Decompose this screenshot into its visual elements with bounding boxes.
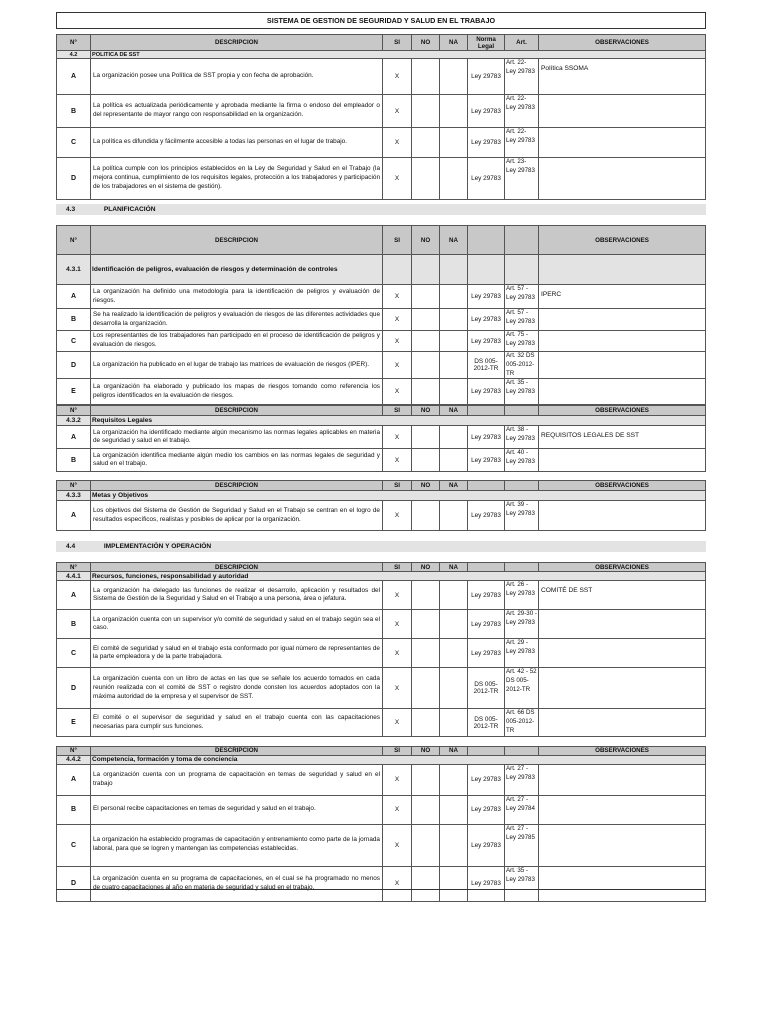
table-row bbox=[57, 95, 706, 128]
row-article: Art. 57 - Ley 29783 bbox=[505, 285, 539, 309]
row-si: X bbox=[383, 331, 412, 352]
row-norma-legal: Ley 29783 bbox=[468, 501, 505, 531]
row-si: X bbox=[383, 95, 412, 128]
section-title: PLANIFICACIÓN bbox=[103, 206, 156, 213]
header-na: NA bbox=[440, 746, 468, 755]
table-row bbox=[57, 285, 706, 309]
row-description: La organización cuenta con un programa de capacitación en temas de seguridad y salud en el trabajo bbox=[91, 764, 383, 795]
row-description: La política cumple con los principios establecidos en la Ley de Seguridad y Salud en el Trabajo (la mejora continua, cumplimiento de los requisitos legales, protección a los trabajadores y participación de los trabajadores en el sistema de gestión). bbox=[91, 158, 383, 200]
table-row bbox=[57, 331, 706, 352]
header-observaciones: OBSERVACIONES bbox=[539, 563, 706, 572]
header-n: N° bbox=[57, 746, 91, 755]
header-na: NA bbox=[440, 406, 468, 416]
row-article: Art. 32 DS 005-2012-TR bbox=[505, 352, 539, 379]
header-si: SI bbox=[383, 226, 412, 255]
row-na bbox=[440, 581, 468, 610]
subsection-number: 4.4.1 bbox=[57, 572, 91, 581]
row-code: A bbox=[57, 764, 91, 795]
row-na bbox=[440, 128, 468, 158]
row-na bbox=[440, 379, 468, 405]
row-na bbox=[440, 158, 468, 200]
row-article: Art. 42 - 52 DS 005-2012-TR bbox=[505, 668, 539, 709]
header-na: NA bbox=[440, 563, 468, 572]
header-n: N° bbox=[57, 35, 91, 51]
row-description: La organización cuenta en su programa de capacitaciones, en el cual se ha programado no menos de cuatro capacitaciones al año en materia de seguridad y salud en el trabajo. bbox=[91, 866, 383, 901]
header-n: N° bbox=[57, 406, 91, 416]
row-article: Art. 23- Ley 29783 bbox=[505, 158, 539, 200]
row-na bbox=[440, 709, 468, 736]
row-observations bbox=[539, 95, 706, 128]
row-observations: REQUISITOS LEGALES DE SST bbox=[539, 426, 706, 449]
row-code: B bbox=[57, 95, 91, 128]
row-na bbox=[440, 426, 468, 449]
header-observaciones: OBSERVACIONES bbox=[539, 35, 706, 51]
row-norma-legal: Ley 29783 bbox=[468, 639, 505, 668]
subsection-number: 4.3.2 bbox=[57, 416, 91, 426]
section-number: 4.3 bbox=[66, 206, 76, 213]
row-no bbox=[412, 501, 440, 531]
header-n: N° bbox=[57, 563, 91, 572]
subsection-number: 4.3.3 bbox=[57, 491, 91, 501]
row-observations bbox=[539, 610, 706, 639]
row-si: X bbox=[383, 128, 412, 158]
row-article: Art. 22- Ley 29783 bbox=[505, 95, 539, 128]
row-si: X bbox=[383, 795, 412, 824]
row-no bbox=[412, 709, 440, 736]
table-row bbox=[57, 158, 706, 200]
header-no: NO bbox=[412, 746, 440, 755]
header-na: NA bbox=[440, 35, 468, 51]
row-code: B bbox=[57, 795, 91, 824]
subsection-title: Identificación de peligros, evaluación de riesgos y determinación de controles bbox=[91, 255, 383, 285]
header-observaciones: OBSERVACIONES bbox=[539, 481, 706, 491]
row-observations bbox=[539, 352, 706, 379]
header-si: SI bbox=[383, 481, 412, 491]
row-norma-legal: Ley 29783 bbox=[468, 309, 505, 331]
row-no bbox=[412, 379, 440, 405]
header-si: SI bbox=[383, 406, 412, 416]
header-descripcion: DESCRIPCION bbox=[91, 226, 383, 255]
row-code: D bbox=[57, 158, 91, 200]
row-norma-legal: Ley 29783 bbox=[468, 128, 505, 158]
table-row bbox=[57, 581, 706, 610]
row-na bbox=[440, 285, 468, 309]
row-description: La organización cuenta con un libro de actas en las que se señale los acuerdo tomados en cada reunión realizada con el comité de SST o registro donde consten los acuerdos adoptados con la máxima autoridad de la empresa y el supervisor de SST. bbox=[91, 668, 383, 709]
row-na bbox=[440, 639, 468, 668]
row-na bbox=[440, 309, 468, 331]
table-requisitos-legales bbox=[56, 405, 706, 472]
subsection-title: Recursos, funciones, responsabilidad y autoridad bbox=[91, 572, 706, 581]
subsection-number: 4.2 bbox=[57, 51, 91, 59]
row-observations: Política SSOMA bbox=[539, 59, 706, 95]
table-row bbox=[57, 501, 706, 531]
row-no bbox=[412, 59, 440, 95]
row-code: B bbox=[57, 610, 91, 639]
header-no: NO bbox=[412, 35, 440, 51]
row-description: Los objetivos del Sistema de Gestión de Seguridad y Salud en el Trabajo se centran en el logro de resultados específicos, realistas y posibles de aplicar por la organización. bbox=[91, 501, 383, 531]
row-description: La organización ha delegado las funciones de realizar el desarrollo, aplicación y resultados del Sistema de Gestión de la Seguridad y Salud en el Trabajo a una persona, área o jefatura. bbox=[91, 581, 383, 610]
row-no bbox=[412, 128, 440, 158]
row-observations bbox=[539, 379, 706, 405]
table-row bbox=[57, 764, 706, 795]
table-row bbox=[57, 824, 706, 866]
row-code: E bbox=[57, 709, 91, 736]
row-si: X bbox=[383, 449, 412, 472]
row-observations bbox=[539, 709, 706, 736]
row-no bbox=[412, 639, 440, 668]
table-row bbox=[57, 59, 706, 95]
row-observations bbox=[539, 764, 706, 795]
page-title: SISTEMA DE GESTION DE SEGURIDAD Y SALUD EN EL TRABAJO bbox=[56, 12, 706, 29]
row-na bbox=[440, 824, 468, 866]
row-norma-legal: DS 005-2012-TR bbox=[468, 709, 505, 736]
row-article: Art. 39 - Ley 29783 bbox=[505, 501, 539, 531]
row-norma-legal: Ley 29783 bbox=[468, 95, 505, 128]
row-code: C bbox=[57, 331, 91, 352]
row-no bbox=[412, 795, 440, 824]
header-na: NA bbox=[440, 226, 468, 255]
table-row bbox=[57, 309, 706, 331]
row-article: Art. 38 - Ley 29783 bbox=[505, 426, 539, 449]
row-norma-legal: Ley 29783 bbox=[468, 581, 505, 610]
section-planificacion bbox=[56, 204, 706, 215]
row-norma-legal: Ley 29783 bbox=[468, 285, 505, 309]
row-description: La organización ha establecido programas de capacitación y entrenamiento como parte de la jornada laboral, para que se logren y mantengan las competencias establecidas. bbox=[91, 824, 383, 866]
row-code: A bbox=[57, 426, 91, 449]
header-no: NO bbox=[412, 481, 440, 491]
row-observations bbox=[539, 795, 706, 824]
row-article: Art. 26 - Ley 29783 bbox=[505, 581, 539, 610]
subsection-title: Requisitos Legales bbox=[91, 416, 706, 426]
row-norma-legal: DS 005-2012-TR bbox=[468, 352, 505, 379]
table-row bbox=[57, 795, 706, 824]
row-na bbox=[440, 866, 468, 901]
row-article: Art. 27 - Ley 29784 bbox=[505, 795, 539, 824]
row-code: D bbox=[57, 866, 91, 901]
row-no bbox=[412, 764, 440, 795]
row-na bbox=[440, 331, 468, 352]
table-row bbox=[57, 449, 706, 472]
header-norma-legal-empty bbox=[468, 226, 505, 255]
row-article: Art. 35 - Ley 29783 bbox=[505, 866, 539, 901]
audit-page bbox=[56, 12, 706, 902]
row-code: C bbox=[57, 639, 91, 668]
row-description: El comité o el supervisor de seguridad y salud en el trabajo cuenta con las capacitaciones necesarias para cumplir sus funciones. bbox=[91, 709, 383, 736]
row-description: La organización ha definido una metodología para la identificación de peligros y evaluación de riesgos. bbox=[91, 285, 383, 309]
row-code: E bbox=[57, 379, 91, 405]
header-si: SI bbox=[383, 35, 412, 51]
row-description: La organización ha publicado en el lugar de trabajo las matrices de evaluación de riesgos (IPER). bbox=[91, 352, 383, 379]
row-observations: IPERC bbox=[539, 285, 706, 309]
table-competencia-formacion bbox=[56, 746, 706, 902]
header-observaciones: OBSERVACIONES bbox=[539, 406, 706, 416]
row-no bbox=[412, 668, 440, 709]
row-code: A bbox=[57, 581, 91, 610]
table-row bbox=[57, 668, 706, 709]
row-observations bbox=[539, 501, 706, 531]
row-no bbox=[412, 95, 440, 128]
header-norma-legal: Norma Legal bbox=[468, 35, 505, 51]
row-description: Los representantes de los trabajadores han participado en el proceso de identificación de peligros y evaluación de riesgos. bbox=[91, 331, 383, 352]
row-si: X bbox=[383, 59, 412, 95]
row-si: X bbox=[383, 158, 412, 200]
row-article: Art. 66 DS 005-2012-TR bbox=[505, 709, 539, 736]
header-no: NO bbox=[412, 406, 440, 416]
row-na bbox=[440, 501, 468, 531]
row-si: X bbox=[383, 501, 412, 531]
row-observations bbox=[539, 128, 706, 158]
row-no bbox=[412, 158, 440, 200]
row-code: C bbox=[57, 824, 91, 866]
row-article: Art. 27 - Ley 29783 bbox=[505, 764, 539, 795]
row-na bbox=[440, 668, 468, 709]
table-row bbox=[57, 379, 706, 405]
header-n: N° bbox=[57, 226, 91, 255]
row-code: B bbox=[57, 449, 91, 472]
table-row bbox=[57, 352, 706, 379]
row-no bbox=[412, 352, 440, 379]
row-na bbox=[440, 764, 468, 795]
row-si: X bbox=[383, 764, 412, 795]
subsection-title: POLITICA DE SST bbox=[91, 51, 706, 59]
row-code: D bbox=[57, 668, 91, 709]
row-si: X bbox=[383, 285, 412, 309]
header-si: SI bbox=[383, 563, 412, 572]
subsection-title: Competencia, formación y toma de conciencia bbox=[91, 755, 706, 764]
row-observations bbox=[539, 449, 706, 472]
table-identificacion-peligros bbox=[56, 225, 706, 405]
row-na bbox=[440, 59, 468, 95]
header-no: NO bbox=[412, 563, 440, 572]
table-recursos-funciones bbox=[56, 562, 706, 736]
header-n: N° bbox=[57, 481, 91, 491]
row-norma-legal: Ley 29783 bbox=[468, 610, 505, 639]
header-observaciones: OBSERVACIONES bbox=[539, 746, 706, 755]
header-art: Art. bbox=[505, 35, 539, 51]
table-politica-sst bbox=[56, 34, 706, 200]
row-si: X bbox=[383, 610, 412, 639]
row-article: Art. 75 - Ley 29783 bbox=[505, 331, 539, 352]
row-norma-legal: DS 005-2012-TR bbox=[468, 668, 505, 709]
row-observations bbox=[539, 309, 706, 331]
row-code: C bbox=[57, 128, 91, 158]
table-row bbox=[57, 639, 706, 668]
table-row bbox=[57, 610, 706, 639]
row-norma-legal: Ley 29783 bbox=[468, 824, 505, 866]
row-code: A bbox=[57, 501, 91, 531]
header-observaciones: OBSERVACIONES bbox=[539, 226, 706, 255]
row-no bbox=[412, 331, 440, 352]
row-observations: COMITÉ DE SST bbox=[539, 581, 706, 610]
row-description: Se ha realizado la identificación de peligros y evaluación de riesgos de las diferentes actividades que desarrolla la organización. bbox=[91, 309, 383, 331]
row-na bbox=[440, 449, 468, 472]
row-observations bbox=[539, 668, 706, 709]
row-article: Art. 29-30 - Ley 29783 bbox=[505, 610, 539, 639]
row-article: Art. 27 - Ley 29785 bbox=[505, 824, 539, 866]
header-no: NO bbox=[412, 226, 440, 255]
row-si: X bbox=[383, 639, 412, 668]
row-na bbox=[440, 795, 468, 824]
row-observations bbox=[539, 824, 706, 866]
row-no bbox=[412, 309, 440, 331]
row-norma-legal: Ley 29783 bbox=[468, 59, 505, 95]
header-na: NA bbox=[440, 481, 468, 491]
row-observations bbox=[539, 639, 706, 668]
row-si: X bbox=[383, 668, 412, 709]
table-metas-objetivos bbox=[56, 480, 706, 531]
row-norma-legal: Ley 29783 bbox=[468, 379, 505, 405]
row-norma-legal: Ley 29783 bbox=[468, 426, 505, 449]
row-article: Art. 40 - Ley 29783 bbox=[505, 449, 539, 472]
row-article: Art. 35 - Ley 29783 bbox=[505, 379, 539, 405]
header-art-empty bbox=[505, 226, 539, 255]
row-description: El personal recibe capacitaciones en temas de seguridad y salud en el trabajo. bbox=[91, 795, 383, 824]
table-row bbox=[57, 426, 706, 449]
row-norma-legal: Ley 29783 bbox=[468, 795, 505, 824]
row-description: La organización ha elaborado y publicado los mapas de riesgos tomando como referencia los peligros identificados en la evaluación de riesgos. bbox=[91, 379, 383, 405]
section-number: 4.4 bbox=[66, 543, 76, 551]
table-row bbox=[57, 128, 706, 158]
header-descripcion: DESCRIPCION bbox=[91, 481, 383, 491]
table-row bbox=[57, 866, 706, 901]
header-descripcion: DESCRIPCION bbox=[91, 406, 383, 416]
row-si: X bbox=[383, 581, 412, 610]
row-no bbox=[412, 610, 440, 639]
row-na bbox=[440, 352, 468, 379]
row-article: Art. 57 - Ley 29783 bbox=[505, 309, 539, 331]
row-article: Art. 22- Ley 29783 bbox=[505, 128, 539, 158]
row-observations bbox=[539, 866, 706, 901]
row-description: La organización cuenta con un supervisor y/o comité de seguridad y salud en el trabajo según sea el caso. bbox=[91, 610, 383, 639]
row-norma-legal: Ley 29783 bbox=[468, 158, 505, 200]
row-si: X bbox=[383, 824, 412, 866]
row-code: A bbox=[57, 59, 91, 95]
header-descripcion: DESCRIPCION bbox=[91, 563, 383, 572]
row-no bbox=[412, 285, 440, 309]
row-norma-legal: Ley 29783 bbox=[468, 331, 505, 352]
row-description: La política es difundida y fácilmente accesible a todas las personas en el lugar de trabajo. bbox=[91, 128, 383, 158]
row-no bbox=[412, 824, 440, 866]
header-si: SI bbox=[383, 746, 412, 755]
row-si: X bbox=[383, 352, 412, 379]
row-si: X bbox=[383, 379, 412, 405]
row-no bbox=[412, 866, 440, 901]
row-code: B bbox=[57, 309, 91, 331]
row-norma-legal: Ley 29783 bbox=[468, 449, 505, 472]
row-observations bbox=[539, 331, 706, 352]
row-no bbox=[412, 581, 440, 610]
row-code: A bbox=[57, 285, 91, 309]
row-norma-legal: Ley 29783 bbox=[468, 764, 505, 795]
header-descripcion: DESCRIPCION bbox=[91, 746, 383, 755]
row-no bbox=[412, 449, 440, 472]
subsection-title: Metas y Objetivos bbox=[91, 491, 706, 501]
subsection-number: 4.3.1 bbox=[57, 255, 91, 285]
row-description: La organización ha identificado mediante algún mecanismo las normas legales aplicables en materia de seguridad y salud en el trabajo. bbox=[91, 426, 383, 449]
section-title: IMPLEMENTACIÓN Y OPERACIÓN bbox=[103, 543, 212, 551]
row-na bbox=[440, 95, 468, 128]
row-code: D bbox=[57, 352, 91, 379]
header-descripcion: DESCRIPCION bbox=[91, 35, 383, 51]
row-na bbox=[440, 610, 468, 639]
row-article: Art. 22- Ley 29783 bbox=[505, 59, 539, 95]
row-article: Art. 29 - Ley 29783 bbox=[505, 639, 539, 668]
row-si: X bbox=[383, 866, 412, 901]
table-row bbox=[57, 709, 706, 736]
section-implementacion bbox=[56, 541, 706, 552]
row-si: X bbox=[383, 309, 412, 331]
row-si: X bbox=[383, 426, 412, 449]
row-no bbox=[412, 426, 440, 449]
row-observations bbox=[539, 158, 706, 200]
row-norma-legal: Ley 29783 bbox=[468, 866, 505, 901]
row-description: El comité de seguridad y salud en el trabajo esta conformado por igual número de representantes de la parte empleadora y de la parte trabajadora. bbox=[91, 639, 383, 668]
row-si: X bbox=[383, 709, 412, 736]
row-description: La organización identifica mediante algún medio los cambios en las normas legales de seguridad y salud en el trabajo. bbox=[91, 449, 383, 472]
subsection-number: 4.4.2 bbox=[57, 755, 91, 764]
row-description: La organización posee una Política de SST propia y con fecha de aprobación. bbox=[91, 59, 383, 95]
row-description: La política es actualizada periódicamente y aprobada mediante la firma o endoso del empleador o del representante de mayor rango con responsabilidad en la organización. bbox=[91, 95, 383, 128]
bottom-divider bbox=[56, 889, 706, 890]
